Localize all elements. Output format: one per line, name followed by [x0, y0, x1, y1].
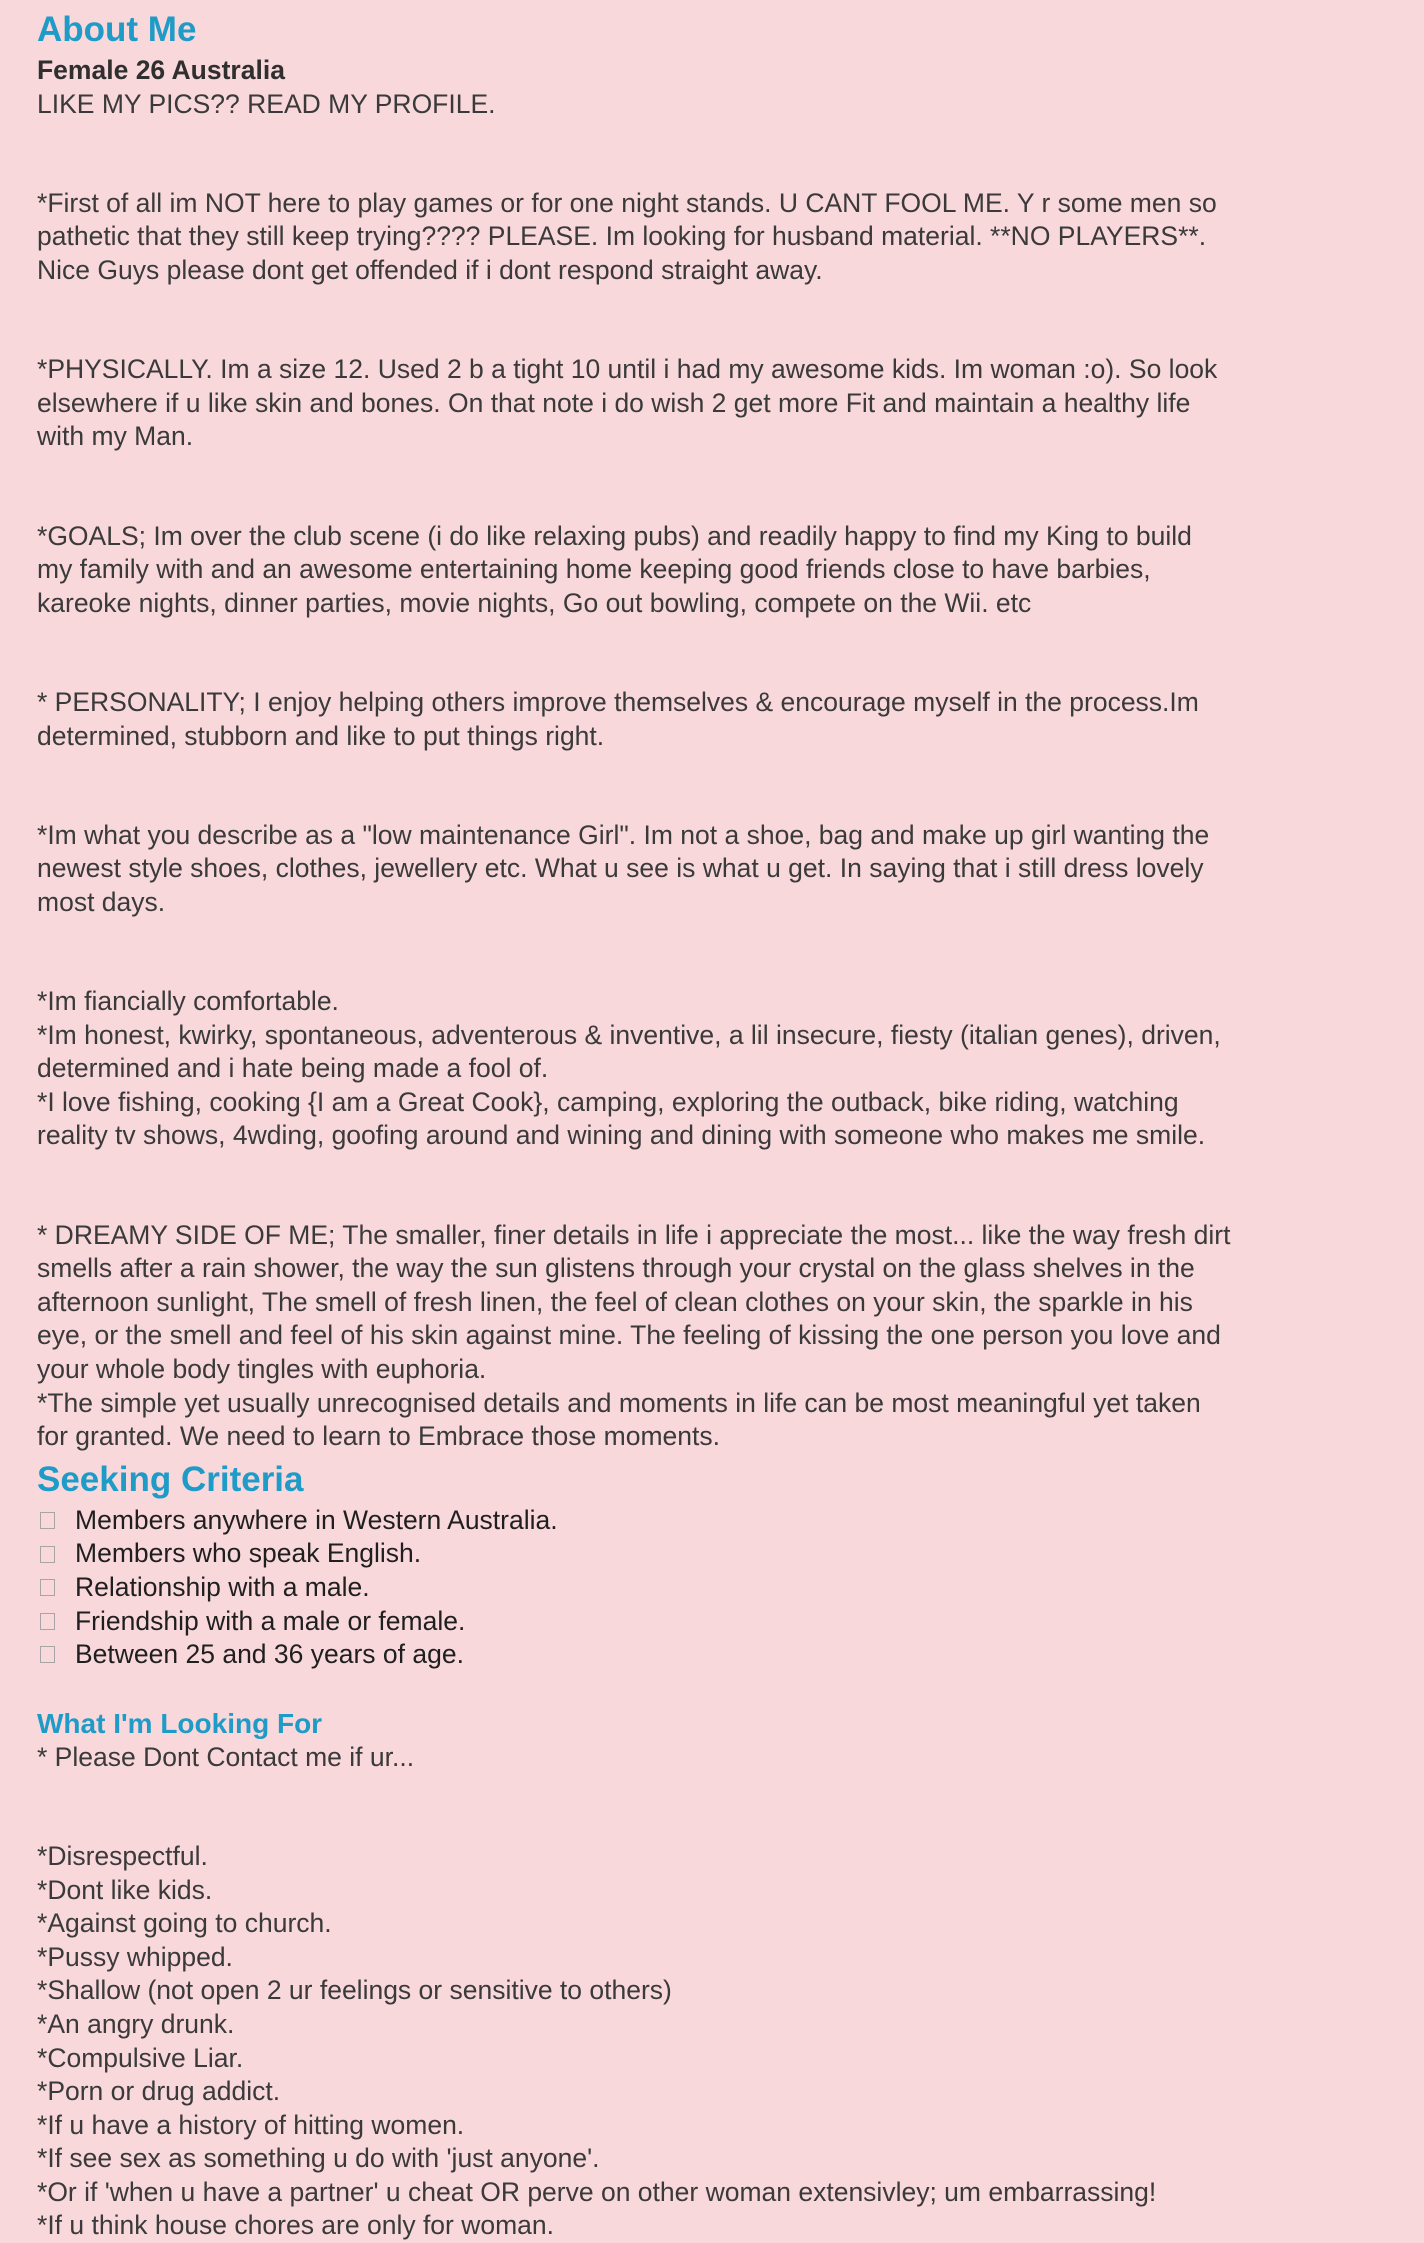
text-line: *Im what you describe as a "low maintenance Girl". Im not a shoe, bag and make up girl wanting the — [37, 819, 1210, 850]
text-line: for granted. We need to learn to Embrace those moments. — [37, 1421, 720, 1452]
text-line: *The simple yet usually unrecognised details and moments in life can be most meaningful yet taken — [37, 1387, 1201, 1418]
paragraph-gap — [37, 304, 1388, 338]
text-line: smells after a rain shower, the way the sun glistens through your crystal on the glass shelves in the — [37, 1253, 1195, 1284]
criteria-label: Members anywhere in Western Australia. — [75, 1504, 558, 1535]
text-line: LIKE MY PICS?? READ MY PROFILE. — [37, 88, 496, 119]
seeking-criteria-list — [37, 1504, 1388, 1672]
checkbox-icon — [40, 1579, 55, 1596]
checkbox-icon — [40, 1646, 55, 1663]
text-line: *Porn or drug addict. — [37, 2076, 281, 2107]
looking-heading: What I'm Looking For — [37, 1707, 323, 1739]
text-line: most days. — [37, 886, 166, 917]
text-line: with my Man. — [37, 421, 194, 452]
text-line: newest style shoes, clothes, jewellery etc. What u see is what u get. In saying that i still dress lovely — [37, 853, 1204, 884]
text-line: *If u have a history of hitting women. — [37, 2109, 465, 2140]
paragraph-gap — [37, 1169, 1388, 1203]
looking-text — [37, 1741, 1388, 2243]
text-line: pathetic that they still keep trying???? PLEASE. Im looking for husband material. **NO PLAYERS**. — [37, 221, 1207, 252]
text-line: eye, or the smell and feel of his skin against mine. The feeling of kissing the one person you love and — [37, 1320, 1221, 1351]
checkbox-icon — [40, 1546, 55, 1563]
text-line: *Pussy whipped. — [37, 1941, 233, 1972]
paragraph-gap — [37, 470, 1388, 504]
criteria-item — [37, 1638, 1388, 1672]
text-line: *Im fiancially comfortable. — [37, 986, 339, 1017]
criteria-label: Members who speak English. — [75, 1538, 422, 1569]
text-line: *If u think house chores are only for woman. — [37, 2210, 555, 2241]
text-line: your whole body tingles with euphoria. — [37, 1354, 487, 1384]
about-section — [37, 6, 1388, 1454]
text-line: * PERSONALITY; I enjoy helping others improve themselves & encourage myself in the process.Im — [37, 686, 1199, 717]
text-line: *Dont like kids. — [37, 1874, 213, 1905]
text-line: *I love fishing, cooking {I am a Great Cook}, camping, exploring the outback, bike riding, watching — [37, 1086, 1179, 1117]
looking-section — [37, 1707, 1388, 2243]
text-line: *Shallow (not open 2 ur feelings or sensitive to others) — [37, 1975, 672, 2006]
paragraph-gap — [37, 636, 1388, 670]
text-line: determined, stubborn and like to put things right. — [37, 720, 605, 751]
text-line: Nice Guys please dont get offended if i dont respond straight away. — [37, 254, 823, 285]
criteria-label: Friendship with a male or female. — [75, 1605, 466, 1636]
about-text — [37, 88, 1388, 1454]
checkbox-icon — [40, 1512, 55, 1529]
criteria-label: Between 25 and 36 years of age. — [75, 1639, 464, 1670]
criteria-label: Relationship with a male. — [75, 1571, 370, 1602]
text-line: determined and i hate being made a fool of. — [37, 1053, 549, 1084]
text-line: *If see sex as something u do with 'just anyone'. — [37, 2143, 600, 2174]
text-line: my family with and an awesome entertaining home keeping good friends close to have barbies, — [37, 554, 1151, 585]
text-line: *An angry drunk. — [37, 2008, 235, 2039]
paragraph-gap — [37, 1790, 1388, 1824]
text-line: * DREAMY SIDE OF ME; The smaller, finer details in life i appreciate the most... like the way fresh dirt — [37, 1219, 1231, 1250]
text-line: *Against going to church. — [37, 1908, 332, 1939]
text-line: afternoon sunlight, The smell of fresh linen, the feel of clean clothes on your skin, the sparkle in his — [37, 1286, 1193, 1317]
about-heading: About Me — [37, 10, 197, 49]
text-line: kareoke nights, dinner parties, movie nights, Go out bowling, compete on the Wii. etc — [37, 587, 1032, 618]
criteria-item — [37, 1571, 1388, 1605]
text-line: *Im honest, kwirky, spontaneous, adventerous & inventive, a lil insecure, fiesty (italian genes), driven, — [37, 1019, 1221, 1050]
text-line: elsewhere if u like skin and bones. On that note i do wish 2 get more Fit and maintain a healthy life — [37, 387, 1191, 418]
text-line: *Compulsive Liar. — [37, 2042, 244, 2073]
seeking-section — [37, 1456, 1388, 1672]
paragraph-gap — [37, 935, 1388, 969]
criteria-item — [37, 1537, 1388, 1571]
paragraph-gap — [37, 769, 1388, 803]
text-line: reality tv shows, 4wding, goofing around and wining and dining with someone who makes me smile. — [37, 1120, 1206, 1151]
paragraph-gap — [37, 137, 1388, 171]
seeking-heading: Seeking Criteria — [37, 1459, 304, 1499]
criteria-item — [37, 1504, 1388, 1538]
text-line: *Or if 'when u have a partner' u cheat OR perve on other woman extensivley; um embarrassing! — [37, 2176, 1157, 2207]
text-line: *GOALS; Im over the club scene (i do like relaxing pubs) and readily happy to find my King to build — [37, 520, 1192, 551]
text-line: *PHYSICALLY. Im a size 12. Used 2 b a tight 10 until i had my awesome kids. Im woman :o). So look — [37, 354, 1218, 385]
text-line: *First of all im NOT here to play games or for one night stands. U CANT FOOL ME. Y r some men so — [37, 187, 1217, 218]
criteria-item — [37, 1605, 1388, 1639]
about-summary: Female 26 Australia — [37, 55, 285, 85]
text-line: *Disrespectful. — [37, 1840, 208, 1871]
text-line: * Please Dont Contact me if ur... — [37, 1741, 415, 1772]
checkbox-icon — [40, 1613, 55, 1630]
